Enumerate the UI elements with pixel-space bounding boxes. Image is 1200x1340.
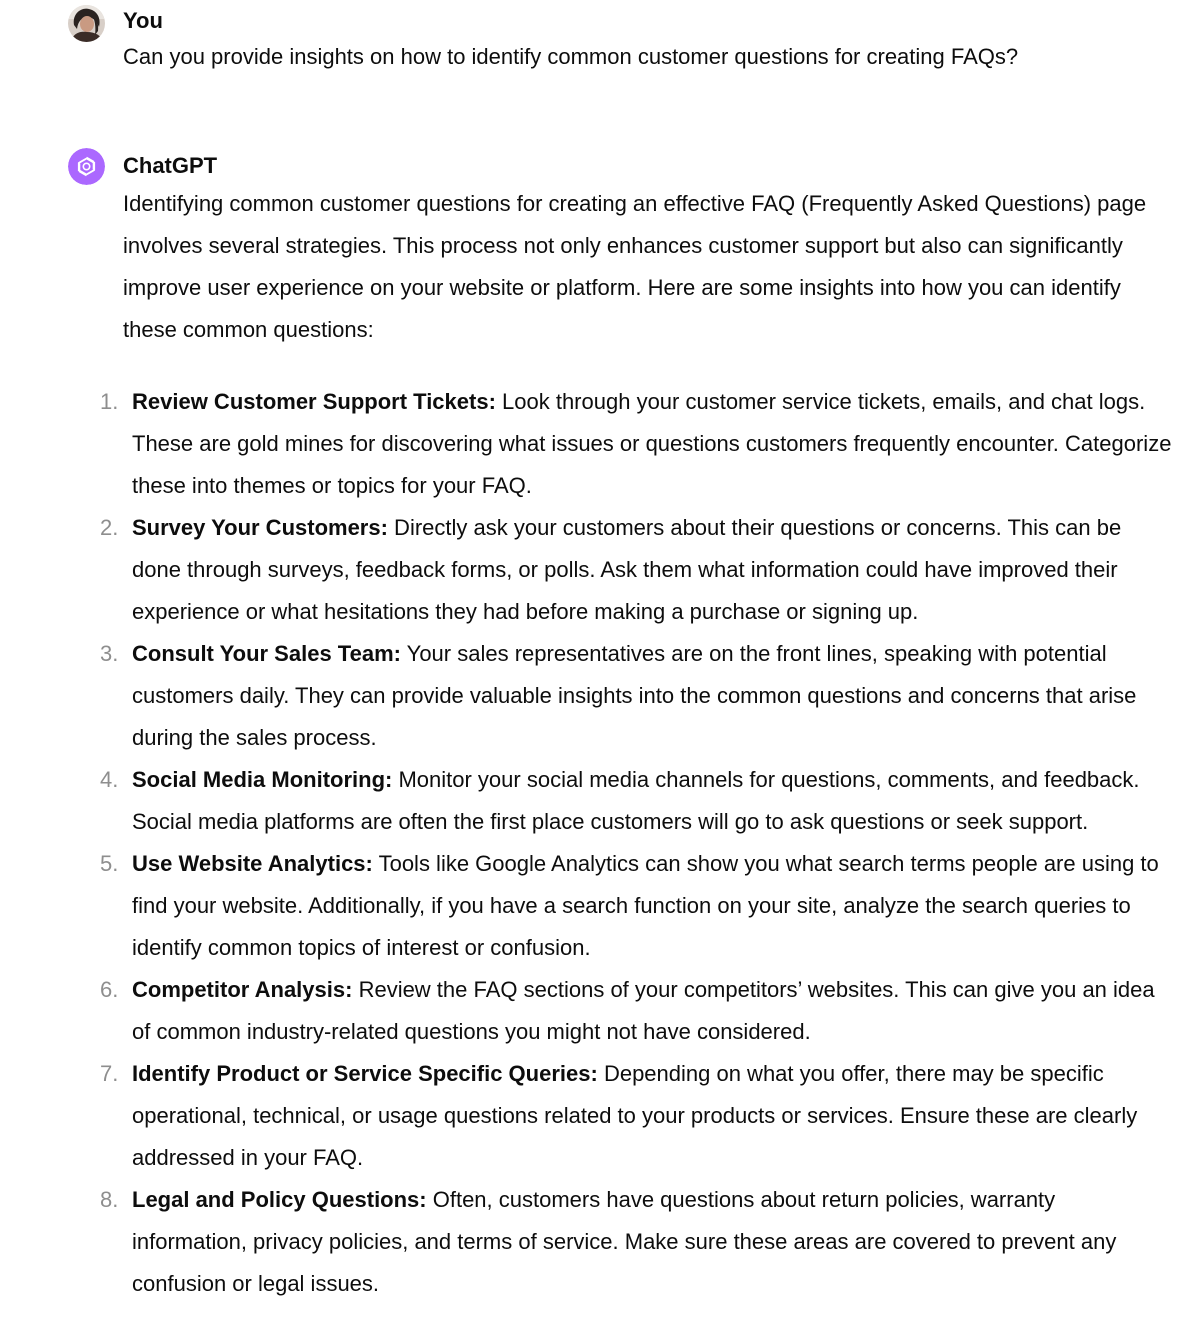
list-item-text: Monitor your social media channels for questions, comments, and feedback. Social media platforms are often the first place customers will go to ask questions or seek support. [132, 767, 1140, 834]
assistant-intro-paragraph: Identifying common customer questions for creating an effective FAQ (Frequently Asked Questions) page involves several strategies. This process not only enhances customer support but also can significantly improve user experience on your website or platform. Here are some insights into how you can identify these common questions: [123, 191, 1147, 342]
insights-list [0, 381, 1200, 1305]
list-item-number: 5. [100, 851, 119, 876]
list-item-title: Social Media Monitoring: [132, 767, 393, 792]
list-item [0, 381, 1172, 507]
list-item-text: Often, customers have questions about return policies, warranty information, privacy policies, and terms of service. Make sure these areas are covered to prevent any confusion or legal issues. [132, 1187, 1117, 1296]
list-item-title: Review Customer Support Tickets: [132, 389, 496, 414]
list-item-text: Look through your customer service tickets, emails, and chat logs. These are gold mines for discovering what issues or questions customers frequently encounter. Categorize these into themes or topics for your FAQ. [132, 389, 1172, 498]
user-avatar-icon [68, 5, 105, 42]
list-item [0, 759, 1172, 843]
list-item-title: Competitor Analysis: [132, 977, 353, 1002]
list-item [0, 507, 1172, 633]
list-item-text: Tools like Google Analytics can show you what search terms people are using to find your website. Additionally, if you have a search function on your site, analyze the search queries to identify common topics of interest or confusion. [132, 851, 1159, 960]
list-item-title: Survey Your Customers: [132, 515, 388, 540]
list-item-title: Use Website Analytics: [132, 851, 373, 876]
list-item-title: Identify Product or Service Specific Queries: [132, 1061, 598, 1086]
list-item-text: Review the FAQ sections of your competitors’ websites. This can give you an idea of common industry-related questions you might not have considered. [132, 977, 1155, 1044]
list-item-text: Directly ask your customers about their questions or concerns. This can be done through surveys, feedback forms, or polls. Ask them what information could have improved their experience or what hesitations they had before making a purchase or signing up. [132, 515, 1122, 624]
list-item [0, 633, 1172, 759]
assistant-author-name: ChatGPT [123, 153, 218, 178]
user-author-name: You [123, 8, 163, 33]
list-item-number: 2. [100, 515, 119, 540]
list-item [0, 1179, 1172, 1305]
list-item [0, 843, 1172, 969]
list-item-number: 8. [100, 1187, 119, 1212]
list-item-title: Legal and Policy Questions: [132, 1187, 427, 1212]
list-item-number: 4. [100, 767, 119, 792]
list-item-number: 3. [100, 641, 119, 666]
list-item-text: Your sales representatives are on the front lines, speaking with potential customers daily. They can provide valuable insights into the common questions and concerns that arise during the sales process. [132, 641, 1137, 750]
list-item-title: Consult Your Sales Team: [132, 641, 401, 666]
list-item [0, 969, 1172, 1053]
list-item-number: 7. [100, 1061, 119, 1086]
user-message-text: Can you provide insights on how to identify common customer questions for creating FAQs? [123, 44, 1019, 69]
list-item-number: 6. [100, 977, 119, 1002]
list-item-number: 1. [100, 389, 119, 414]
list-item [0, 1053, 1172, 1179]
list-item-text: Depending on what you offer, there may be specific operational, technical, or usage questions related to your products or services. Ensure these are clearly addressed in your FAQ. [132, 1061, 1138, 1170]
chatgpt-logo-icon [68, 148, 105, 185]
